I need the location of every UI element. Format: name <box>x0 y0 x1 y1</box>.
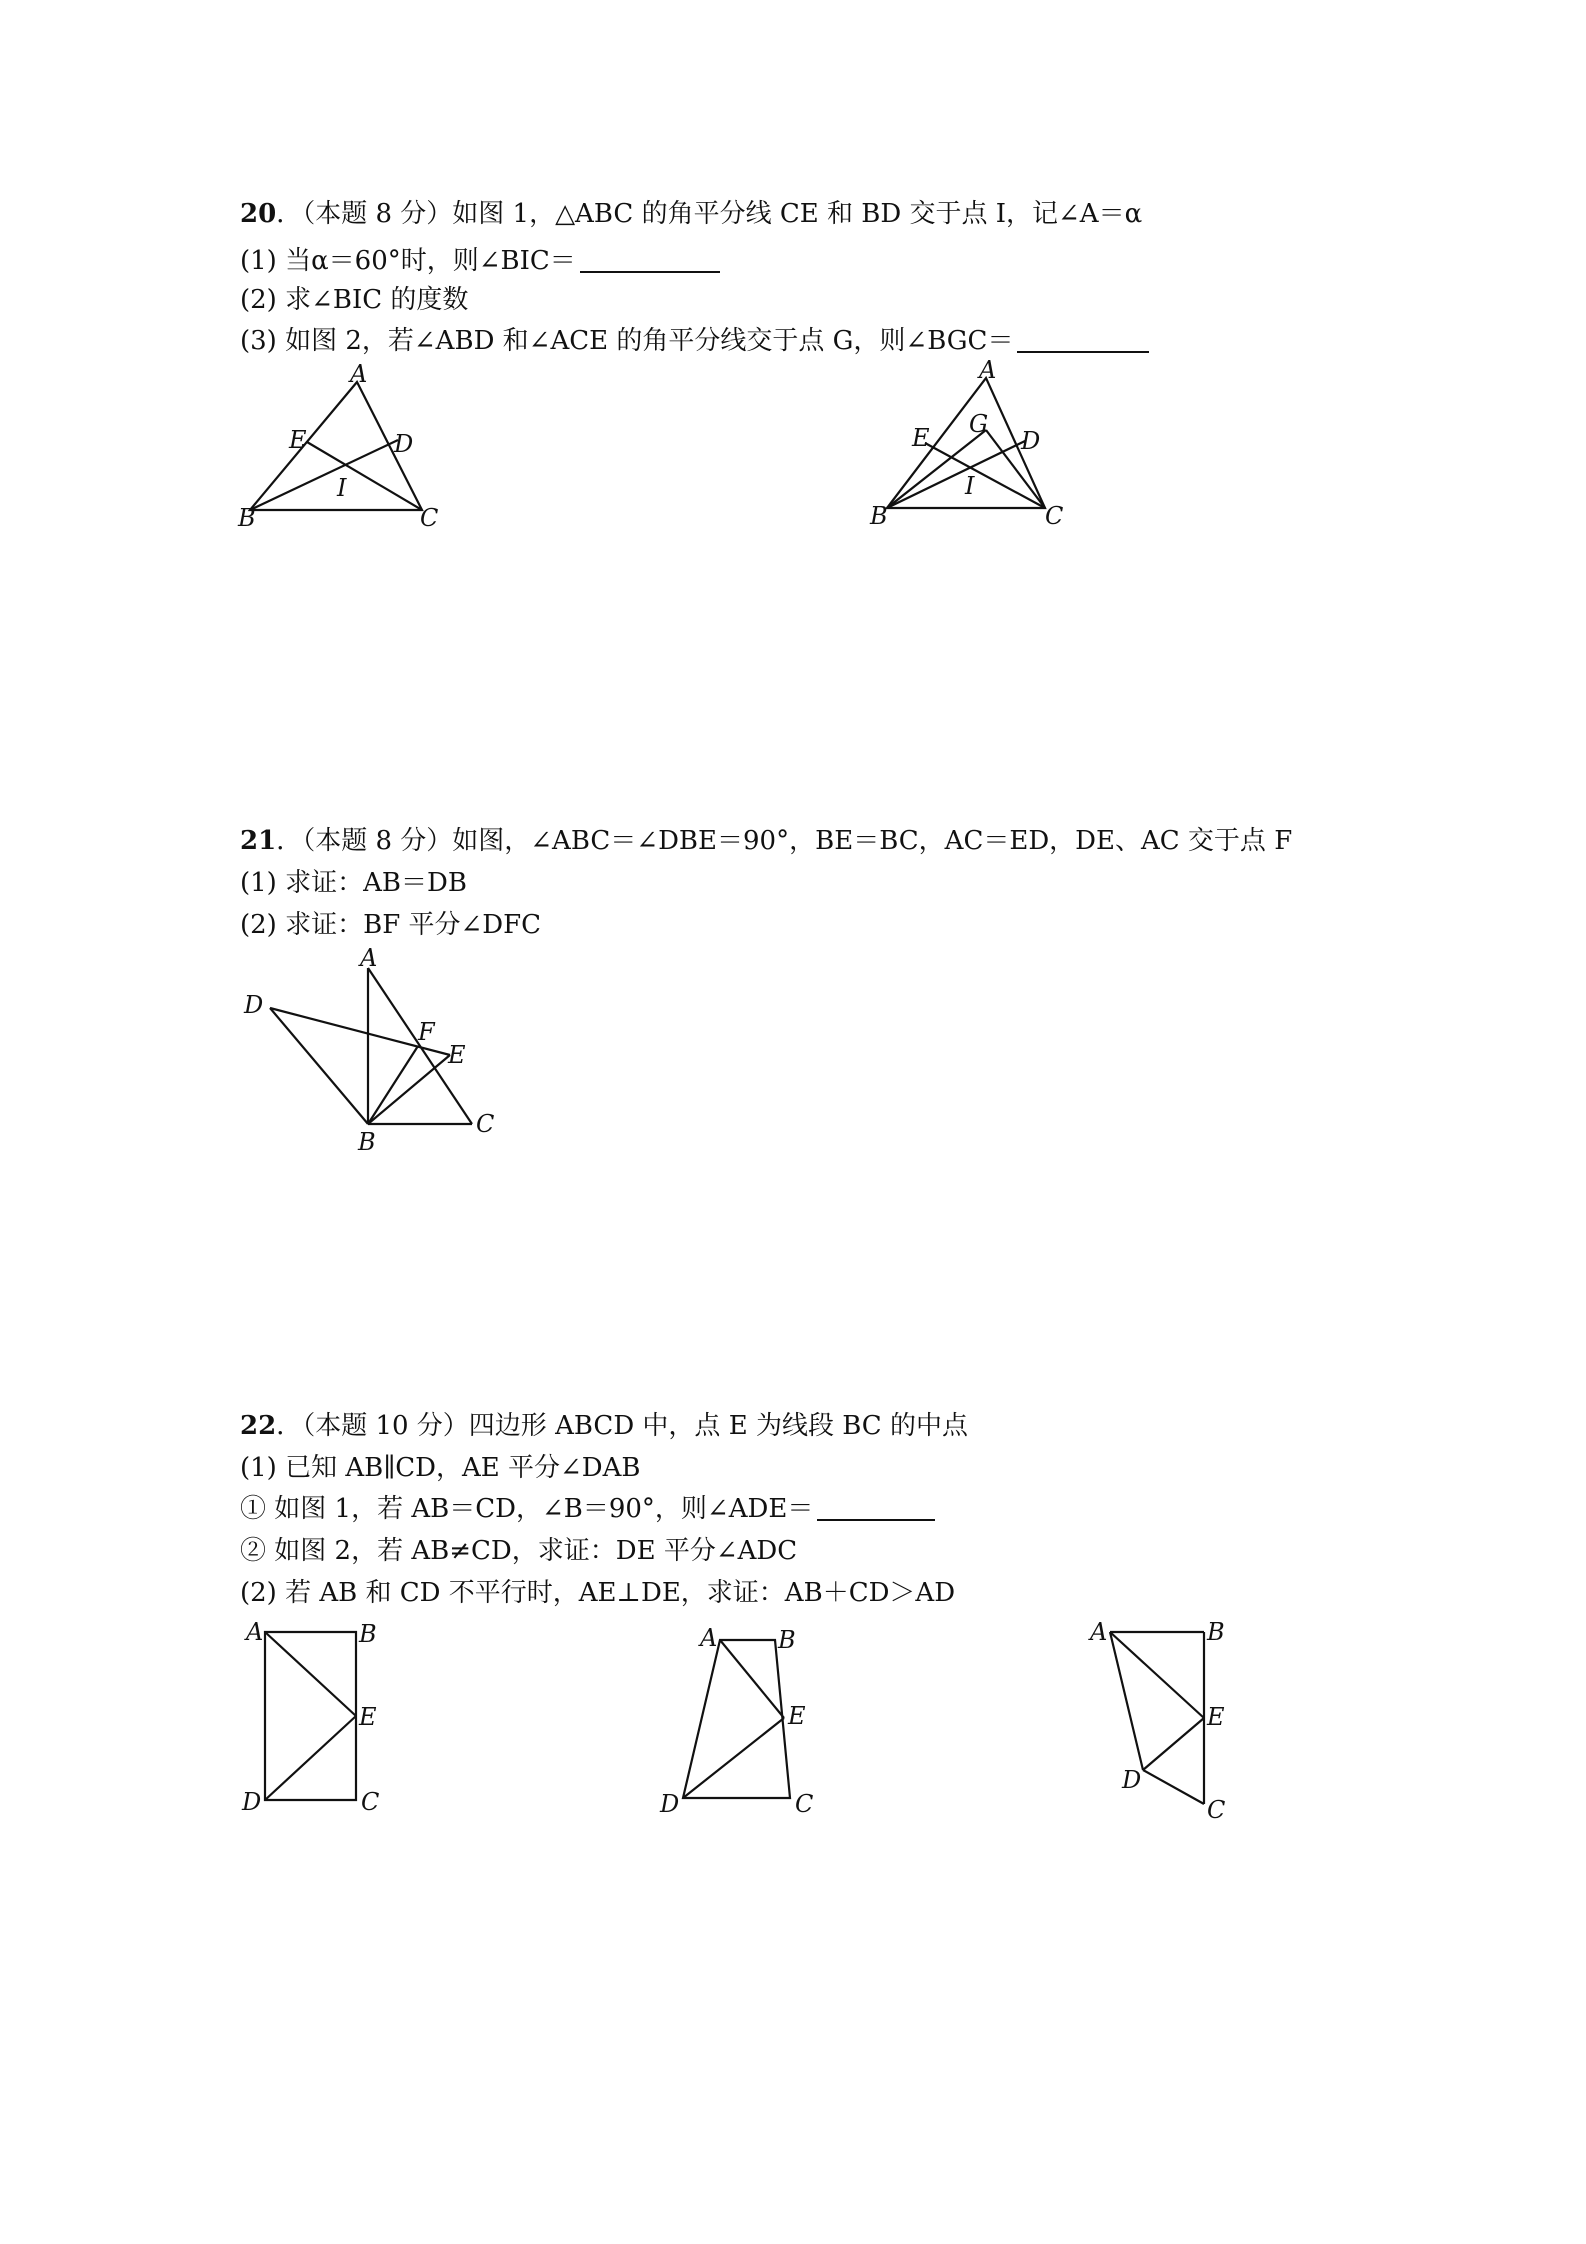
q20-stem-text: ．（本题 8 分）如图 1，△ABC 的角平分线 CE 和 BD 交于点 I，记∠A＝α <box>276 199 1143 229</box>
q22-fig3-segment-de <box>1143 1718 1204 1770</box>
q22-fig1-label-d: D <box>242 1788 262 1816</box>
q20-fig2-label-i: I <box>965 472 975 500</box>
q22-fig2-label-d: D <box>660 1790 680 1818</box>
q20-fig2-label-c: C <box>1045 502 1064 530</box>
q20-part1-text: (1) 当α＝60°时，则∠BIC＝ <box>240 246 576 276</box>
q22-part1b: ② 如图 2，若 AB≠CD，求证：DE 平分∠ADC <box>240 1536 798 1566</box>
q22-fig3-label-e: E <box>1207 1703 1225 1731</box>
q20-fig2-label-d: D <box>1021 427 1041 455</box>
q20-fig2-label-a: A <box>979 356 997 384</box>
q22-number: 22 <box>240 1411 277 1441</box>
q20-fig1-label-d: D <box>394 430 414 458</box>
q21-number: 21 <box>240 826 277 856</box>
q21-label-a: A <box>360 944 378 972</box>
q21-part1: (1) 求证：AB＝DB <box>240 868 467 898</box>
q21-label-f: F <box>418 1018 435 1046</box>
q22-fig3-segment-ae <box>1110 1632 1204 1718</box>
q22-fig2-label-e: E <box>788 1702 806 1730</box>
q22-fig1-label-a: A <box>246 1618 264 1646</box>
q20-fig2-label-g: G <box>969 410 989 438</box>
q22-fig2-label-b: B <box>778 1626 796 1654</box>
q22-fig3-segment-ad <box>1110 1632 1143 1770</box>
q20-fig2-label-b: B <box>870 502 888 530</box>
q20-fig1-label-b: B <box>238 504 256 532</box>
q22-fig1-label-c: C <box>361 1788 380 1816</box>
q22-part1: (1) 已知 AB∥CD，AE 平分∠DAB <box>240 1453 641 1483</box>
q20-fig1-label-e: E <box>289 426 307 454</box>
q21-label-d: D <box>244 991 264 1019</box>
q22-fig2-label-a: A <box>700 1624 718 1652</box>
q22-stem-text: ．（本题 10 分）四边形 ABCD 中，点 E 为线段 BC 的中点 <box>276 1411 968 1441</box>
q21-stem-text: ．（本题 8 分）如图，∠ABC＝∠DBE＝90°，BE＝BC，AC＝ED，DE、AC 交于点 F <box>276 826 1293 856</box>
q21-label-b: B <box>358 1128 376 1156</box>
q22-part1a-text: ① 如图 1，若 AB＝CD，∠B＝90°，则∠ADE＝ <box>240 1494 814 1524</box>
q22-fig3-label-c: C <box>1207 1796 1226 1824</box>
q21-label-c: C <box>476 1110 495 1138</box>
q22-fig3-label-a: A <box>1090 1618 1108 1646</box>
q22-fig3-label-b: B <box>1207 1618 1225 1646</box>
q22-fig3-label-d: D <box>1122 1766 1142 1794</box>
q20-part2: (2) 求∠BIC 的度数 <box>240 285 469 315</box>
q20-part3-text: (3) 如图 2，若∠ABD 和∠ACE 的角平分线交于点 G，则∠BGC＝ <box>240 326 1014 356</box>
q20-fig1-label-i: I <box>337 474 347 502</box>
q22-fig1-label-b: B <box>359 1620 377 1648</box>
q20-fig1-label-a: A <box>350 360 368 388</box>
q22-part2: (2) 若 AB 和 CD 不平行时，AE⊥DE，求证：AB＋CD＞AD <box>240 1578 956 1608</box>
q20-fig1-label-c: C <box>420 504 439 532</box>
q20-number: 20 <box>240 199 277 229</box>
q22-fig3-segment-dc <box>1143 1770 1204 1804</box>
q21-label-e: E <box>448 1041 466 1069</box>
q21-part2: (2) 求证：BF 平分∠DFC <box>240 910 542 940</box>
q20-fig2-label-e: E <box>912 424 930 452</box>
q22-fig2-label-c: C <box>795 1790 814 1818</box>
q22-fig1-label-e: E <box>359 1703 377 1731</box>
